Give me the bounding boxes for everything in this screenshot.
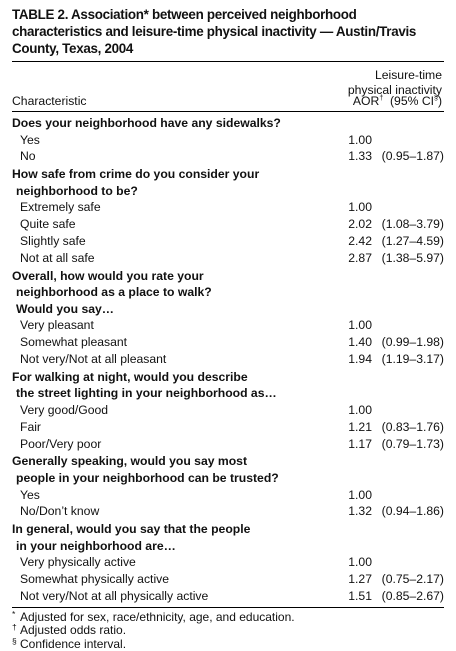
cell-aor: 1.00 bbox=[348, 318, 372, 333]
footnote-mark: § bbox=[12, 635, 17, 646]
table-header bbox=[12, 62, 444, 111]
cell-ci: (1.27–4.59) bbox=[381, 233, 444, 248]
cell-aor: 1.17 bbox=[348, 436, 372, 451]
question-line: In general, would you say that the people bbox=[12, 522, 251, 537]
cell-label: Very good/Good bbox=[20, 402, 109, 417]
footnote-mark: * bbox=[12, 608, 16, 619]
footnote bbox=[12, 635, 444, 651]
cell-aor: 1.00 bbox=[348, 200, 372, 215]
cell-label: Very pleasant bbox=[20, 318, 94, 333]
characteristic-header: Characteristic bbox=[12, 94, 87, 108]
table-row bbox=[12, 419, 444, 436]
cell-label: Very physically active bbox=[20, 555, 136, 570]
cell-aor: 1.33 bbox=[348, 149, 372, 164]
cell-label: Yes bbox=[20, 487, 40, 502]
question-line: How safe from crime do you consider your bbox=[12, 167, 260, 182]
footnotes bbox=[12, 608, 444, 651]
column-group-line1: Leisure-time bbox=[374, 68, 442, 82]
table-row bbox=[12, 554, 444, 571]
cell-label: Slightly safe bbox=[20, 233, 86, 248]
cell-aor: 1.27 bbox=[348, 572, 372, 587]
table-row bbox=[12, 571, 444, 588]
question-line: Overall, how would you rate your bbox=[12, 268, 204, 283]
table-row bbox=[12, 588, 444, 605]
table-body bbox=[12, 112, 444, 605]
ci-header-close: ) bbox=[437, 94, 442, 108]
question-line: neighborhood to be? bbox=[16, 183, 138, 198]
cell-ci: (0.95–1.87) bbox=[381, 149, 444, 164]
footnote-mark: † bbox=[12, 622, 17, 633]
cell-aor: 1.51 bbox=[348, 588, 372, 603]
cell-label: Somewhat pleasant bbox=[20, 335, 128, 350]
cell-ci: (1.19–3.17) bbox=[381, 351, 444, 366]
table-row bbox=[12, 233, 444, 250]
cell-label: Not at all safe bbox=[20, 250, 95, 265]
table-row bbox=[12, 317, 444, 334]
cell-label: Extremely safe bbox=[20, 200, 101, 215]
cell-aor: 1.21 bbox=[348, 419, 372, 434]
cell-aor: 1.00 bbox=[348, 402, 372, 417]
cell-label: No/Don’t know bbox=[20, 504, 100, 519]
cell-label: Not very/Not at all pleasant bbox=[20, 351, 167, 366]
aor-header: AOR bbox=[352, 94, 380, 108]
cell-aor: 1.32 bbox=[348, 504, 372, 519]
cell-aor: 1.00 bbox=[348, 487, 372, 502]
footnote bbox=[12, 624, 444, 638]
cell-ci: (0.94–1.86) bbox=[381, 504, 444, 519]
cell-label: Yes bbox=[20, 132, 40, 147]
cell-ci: (0.79–1.73) bbox=[381, 436, 444, 451]
cell-ci: (1.08–3.79) bbox=[381, 217, 444, 232]
cell-aor: 1.00 bbox=[348, 555, 372, 570]
aor-ci-header bbox=[353, 94, 442, 108]
cell-label: Poor/Very poor bbox=[20, 436, 102, 451]
cell-label: Quite safe bbox=[20, 217, 76, 232]
cell-label: Fair bbox=[20, 419, 41, 434]
table-title: TABLE 2. Association* between perceived neighborhood characteristics and leisure-time physical inactivity — Austin/Travis County, Texas, 2004 bbox=[12, 7, 417, 56]
question-line: neighborhood as a place to walk? bbox=[16, 285, 212, 300]
cell-aor: 1.00 bbox=[348, 132, 372, 147]
table-document bbox=[12, 0, 444, 651]
cell-aor: 1.40 bbox=[348, 335, 372, 350]
cell-label: Somewhat physically active bbox=[20, 572, 170, 587]
cell-ci: (0.75–2.17) bbox=[381, 572, 444, 587]
cell-aor: 1.94 bbox=[348, 351, 372, 366]
ci-footnote-mark: § bbox=[434, 94, 438, 102]
question-line: Would you say… bbox=[16, 301, 114, 316]
cell-ci: (0.83–1.76) bbox=[381, 419, 444, 434]
table-row bbox=[12, 503, 444, 520]
table-row bbox=[12, 250, 444, 267]
column-group-line2: physical inactivity bbox=[347, 83, 442, 97]
cell-label: Not very/Not at all physically active bbox=[20, 588, 209, 603]
footnote-text: Confidence interval. bbox=[20, 636, 127, 651]
cell-aor: 2.42 bbox=[348, 233, 372, 248]
aor-footnote-mark: † bbox=[379, 94, 384, 102]
footnote-text: Adjusted for sex, race/ethnicity, age, and education. bbox=[20, 609, 295, 624]
table-row bbox=[12, 132, 444, 149]
cell-aor: 2.02 bbox=[348, 217, 372, 232]
question-line: in your neighborhood are… bbox=[16, 538, 176, 553]
table-row bbox=[12, 216, 444, 233]
footnote bbox=[12, 608, 444, 625]
table-row bbox=[12, 148, 444, 165]
table-row bbox=[12, 351, 444, 368]
question-line: For walking at night, would you describe bbox=[12, 369, 248, 384]
cell-aor: 2.87 bbox=[348, 250, 372, 265]
question-line: Does your neighborhood have any sidewalks? bbox=[12, 116, 281, 130]
table-row bbox=[12, 334, 444, 351]
ci-header: (95% CI bbox=[390, 94, 435, 108]
table-row bbox=[12, 487, 444, 504]
cell-ci: (0.99–1.98) bbox=[381, 335, 444, 350]
cell-label: No bbox=[20, 149, 36, 164]
question-line: Generally speaking, would you say most bbox=[12, 454, 248, 469]
question-line: the street lighting in your neighborhood as… bbox=[16, 386, 277, 401]
question-line: people in your neighborhood can be trusted? bbox=[16, 470, 279, 485]
footnote-text: Adjusted odds ratio. bbox=[20, 623, 127, 638]
table-row bbox=[12, 402, 444, 419]
table-row bbox=[12, 199, 444, 216]
cell-ci: (1.38–5.97) bbox=[381, 250, 444, 265]
table-row bbox=[12, 436, 444, 453]
cell-ci: (0.85–2.67) bbox=[381, 588, 444, 603]
